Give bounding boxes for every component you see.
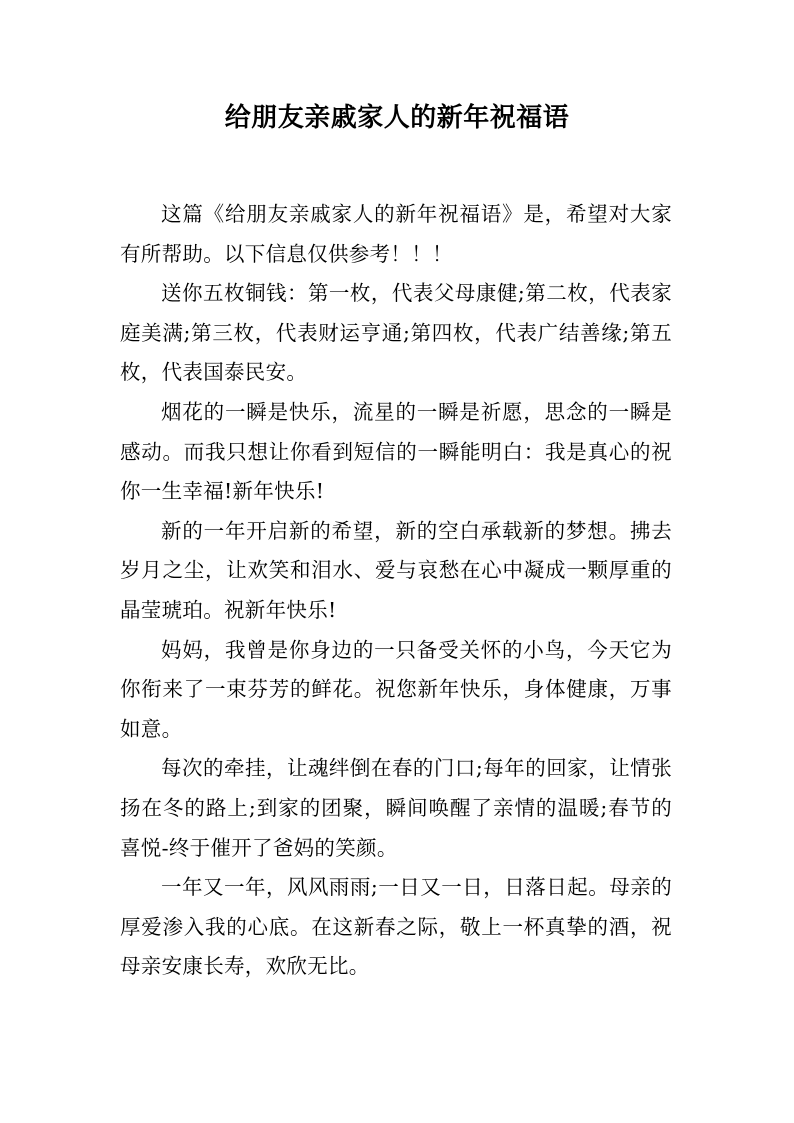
paragraph-year-after-year: 一年又一年，风风雨雨;一日又一日，日落日起。母亲的厚爱渗入我的心底。在这新春之际，敬上一杯真挚的酒，祝母亲安康长寿，欢欣无比。 (120, 875, 672, 979)
document-title: 给朋友亲戚家人的新年祝福语 (224, 103, 570, 133)
paragraph-fireworks: 烟花的一瞬是快乐，流星的一瞬是祈愿，思念的一瞬是感动。而我只想让你看到短信的一瞬能明白：我是真心的祝你一生幸福!新年快乐! (120, 399, 672, 504)
paragraph-new-hope: 新的一年开启新的希望，新的空白承载新的梦想。拂去岁月之尘，让欢笑和泪水、爱与哀愁在心中凝成一颗厚重的晶莹琥珀。祝新年快乐! (120, 518, 672, 622)
paragraph-intro: 这篇《给朋友亲戚家人的新年祝福语》是，希望对大家有所帮助。以下信息仅供参考！！！ (120, 202, 672, 266)
paragraph-mother-bird: 妈妈，我曾是你身边的一只备受关怀的小鸟，今天它为你衔来了一束芬芳的鲜花。祝您新年快乐，身体健康，万事如意。 (120, 637, 672, 741)
paragraph-reunion: 每次的牵挂，让魂绊倒在春的门口;每年的回家，让情张扬在冬的路上;到家的团聚，瞬间唤醒了亲情的温暖;春节的喜悦-终于催开了爸妈的笑颜。 (120, 756, 672, 860)
document-body (120, 195, 672, 987)
paragraph-copper-coins: 送你五枚铜钱：第一枚，代表父母康健;第二枚，代表家庭美满;第三枚，代表财运亨通;第四枚，代表广结善缘;第五枚，代表国泰民安。 (120, 281, 672, 385)
